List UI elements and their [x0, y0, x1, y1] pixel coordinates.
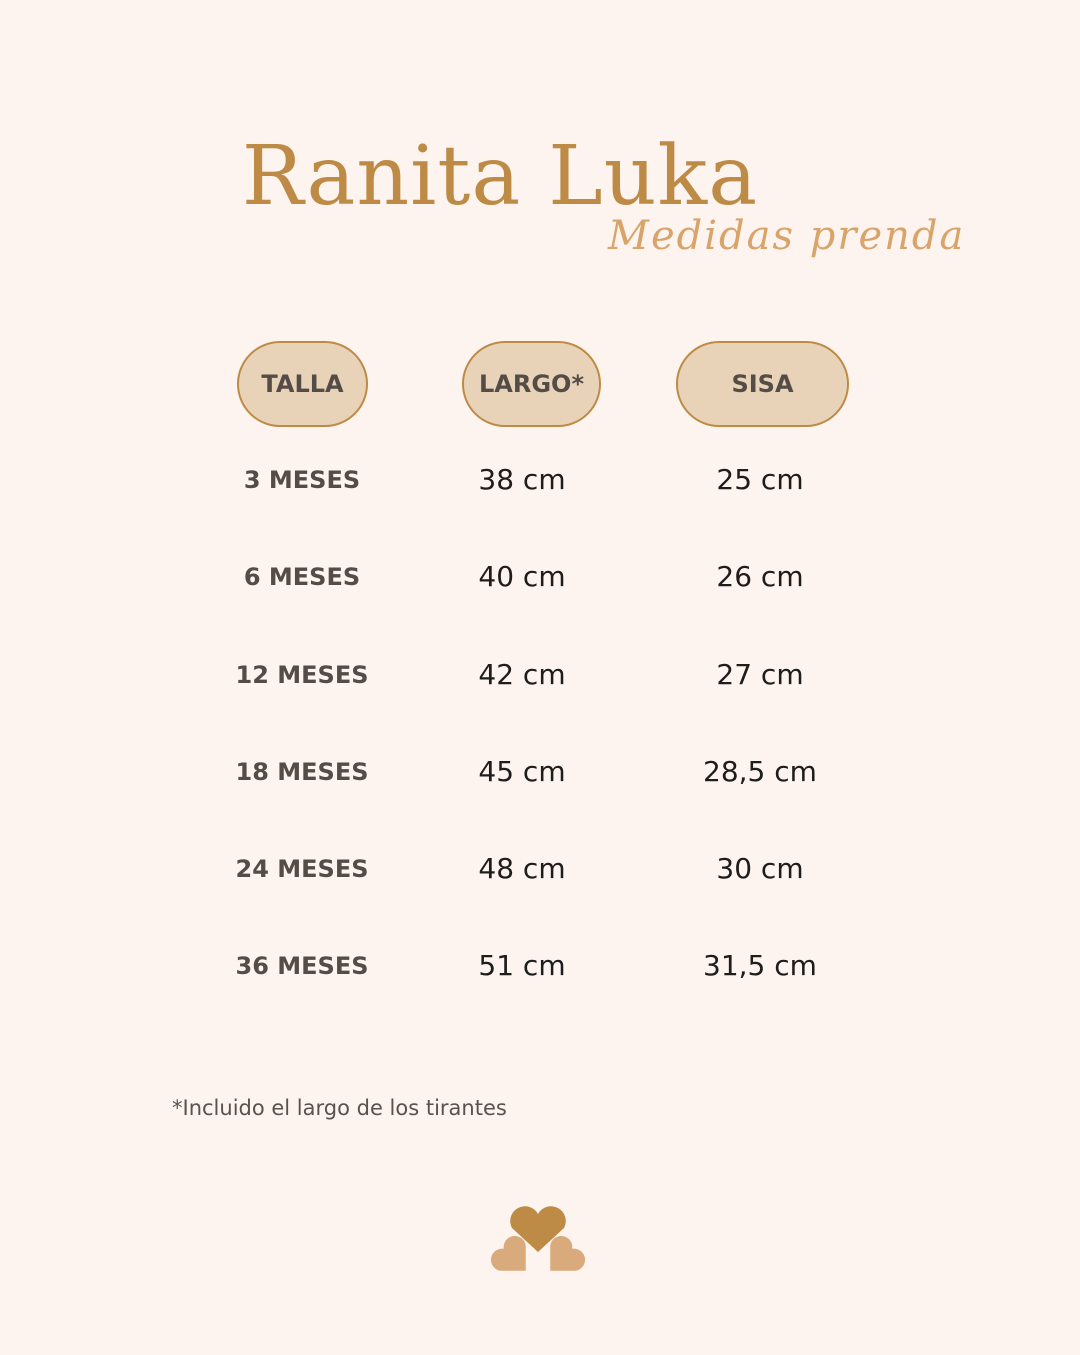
three-hearts-icon	[486, 1200, 590, 1286]
cell-talla: 3 MESES	[243, 466, 361, 494]
cell-largo: 42 cm	[478, 658, 566, 691]
page-title: Ranita Luka	[241, 129, 759, 224]
cell-largo: 51 cm	[478, 949, 566, 982]
header-largo: LARGO*	[462, 341, 601, 427]
page-subtitle: Medidas prenda	[608, 213, 966, 259]
cell-sisa: 28,5 cm	[703, 755, 817, 788]
cell-largo: 45 cm	[478, 755, 566, 788]
cell-sisa: 26 cm	[716, 560, 804, 593]
cell-talla: 6 MESES	[243, 563, 361, 591]
cell-largo: 40 cm	[478, 560, 566, 593]
cell-talla: 24 MESES	[235, 855, 369, 883]
cell-talla: 18 MESES	[235, 758, 369, 786]
header-talla: TALLA	[237, 341, 368, 427]
cell-sisa: 31,5 cm	[703, 949, 817, 982]
cell-sisa: 25 cm	[716, 463, 804, 496]
cell-largo: 48 cm	[478, 852, 566, 885]
footnote: *Incluido el largo de los tirantes	[172, 1096, 507, 1120]
header-sisa: SISA	[676, 341, 849, 427]
cell-sisa: 27 cm	[716, 658, 804, 691]
cell-sisa: 30 cm	[716, 852, 804, 885]
cell-talla: 36 MESES	[235, 952, 369, 980]
cell-largo: 38 cm	[478, 463, 566, 496]
cell-talla: 12 MESES	[235, 661, 369, 689]
